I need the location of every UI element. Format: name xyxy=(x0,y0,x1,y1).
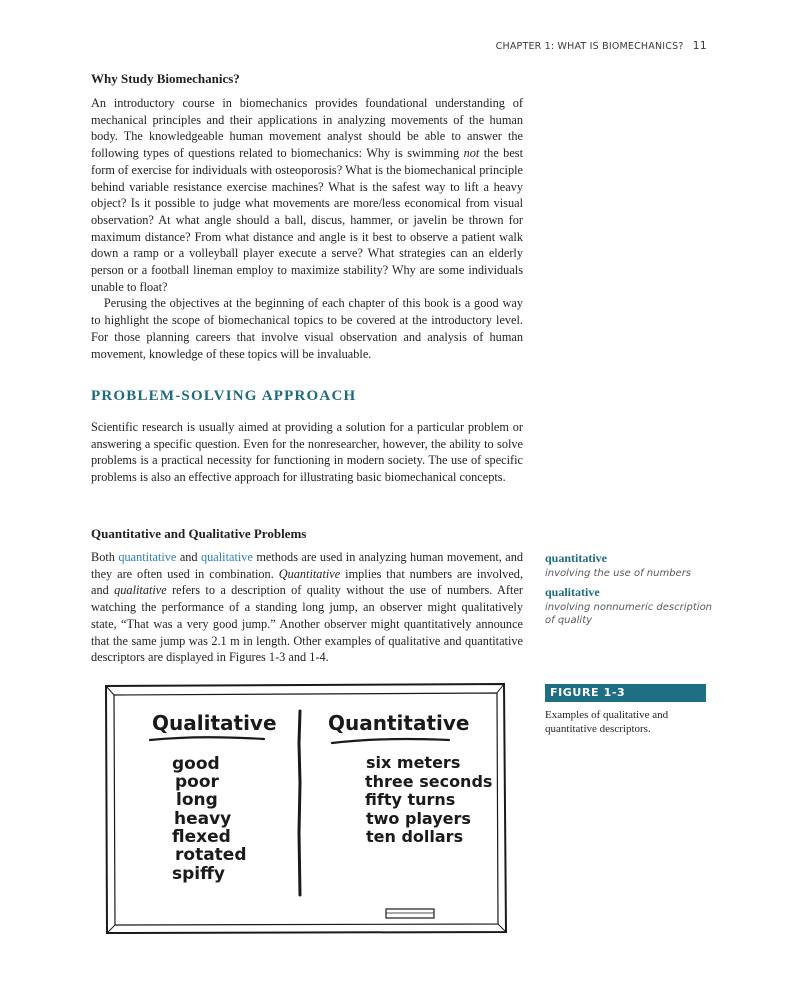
quantitative-term-link[interactable]: quantitative xyxy=(118,550,177,564)
quantitative-word: fifty turns xyxy=(365,790,456,809)
why-study-body xyxy=(91,95,523,362)
eraser-icon xyxy=(386,909,434,918)
qualitative-word: poor xyxy=(175,772,219,792)
page-number: 11 xyxy=(692,39,707,52)
why-study-p1-emphasis: not xyxy=(463,146,480,161)
qq-text-3: methods are used in analyzing human movement, and they are often used in combination. xyxy=(91,550,524,581)
qualitative-word: long xyxy=(176,790,218,810)
quantitative-word: ten dollars xyxy=(366,827,464,846)
qualitative-term-link[interactable]: qualitative xyxy=(201,550,253,564)
qualitative-word: spiffy xyxy=(172,864,225,884)
qualitative-word: heavy xyxy=(174,809,232,829)
running-head-title: CHAPTER 1: WHAT IS BIOMECHANICS? xyxy=(495,41,684,52)
qq-text-4: implies that numbers are involved, and xyxy=(91,566,524,598)
qq-emphasis-quantitative: Quantitative xyxy=(278,566,341,581)
quant-qual-section xyxy=(91,526,523,542)
glossary-term: qualitative xyxy=(545,585,600,599)
glossary-definition: involving the use of numbers xyxy=(545,568,692,579)
why-study-section xyxy=(91,71,523,87)
quant-qual-paragraph xyxy=(91,549,523,666)
figure-caption: Examples of qualitative and quantitative descriptors. xyxy=(545,709,669,735)
quant-qual-heading: Quantitative and Qualitative Problems xyxy=(91,526,307,541)
quantitative-heading: Quantitative xyxy=(328,711,470,735)
problem-solving-heading: PROBLEM-SOLVING APPROACH xyxy=(91,388,357,404)
problem-solving-section xyxy=(91,388,523,405)
running-head xyxy=(496,39,707,52)
problem-solving-paragraph: Scientific research is usually aimed at providing a solution for a particular problem or answering a specific question. Even for the nonresearcher, however, the ability to solve problems is a practical necessity for functioning in modern society. The use of specific problems is also an effective approach for illustrating basic biomechanical concepts. xyxy=(91,420,523,485)
quantitative-word: three seconds xyxy=(365,772,493,791)
problem-solving-body xyxy=(91,419,523,486)
quantitative-word: six meters xyxy=(366,753,461,772)
board-illustration xyxy=(104,683,508,935)
qualitative-heading: Qualitative xyxy=(152,711,277,735)
why-study-heading: Why Study Biomechanics? xyxy=(91,71,240,86)
qq-text-5: refers to a description of quality without the use of numbers. After watching the performance of a standing long jump, an observer might qualitatively state, “That was a very good jump.” Another observer might quantitatively announce that the same jump was 2.1 m in length. Other examples of qualitative and quantitative descriptors are displayed in Figures 1-3 and 1-4. xyxy=(91,583,523,665)
qq-text-2: and xyxy=(176,550,201,564)
glossary-term: quantitative xyxy=(545,551,608,565)
why-study-p1-text-a: An introductory course in biomechanics provides foundational understanding of mechanical principles and their applications in analyzing movements of the human body. The knowledgeable human movement analyst should be able to answer the following types of questions related to biomechanics: Why is swimming xyxy=(91,96,523,161)
quant-qual-body xyxy=(91,549,523,666)
why-study-p1-text-b: the best form of exercise for individuals with osteoporosis? What is the biomechanical principle behind variable resistance exercise machines? What is the safest way to lift a heavy object? Is it possible to judge what movements are more/less economical from visual observation? At what angle should a ball, discus, hammer, or javelin be thrown for maximum distance? From what distance and angle is it best to observe a patient walk down a ramp or a volleyball player execute a serve? What strategies can an elderly person or a football lineman employ to maximize stability? Why are some individuals unable to float? xyxy=(91,146,523,294)
figure-1-3-board xyxy=(104,683,508,940)
board-divider xyxy=(299,711,300,895)
qualitative-word: rotated xyxy=(175,845,247,865)
why-study-paragraph-2: Perusing the objectives at the beginning of each chapter of this book is a good way to highlight the scope of biomechanical topics to be covered at the introductory level. For those planning careers that involve visual observation and analysis of human movement, knowledge of these topics will be invaluable. xyxy=(91,296,523,361)
qq-emphasis-qualitative: qualitative xyxy=(114,583,167,598)
glossary-definition: involving nonnumeric description of quality xyxy=(545,602,713,626)
quantitative-word: two players xyxy=(366,809,471,828)
figure-label: FIGURE 1-3 xyxy=(545,684,706,702)
glossary-entry-quantitative xyxy=(545,551,720,580)
qualitative-word: flexed xyxy=(172,827,231,847)
qq-text-1: Both xyxy=(91,550,119,564)
why-study-paragraph-1 xyxy=(91,95,523,295)
qualitative-word: good xyxy=(172,754,220,774)
glossary-entry-qualitative xyxy=(545,585,720,627)
